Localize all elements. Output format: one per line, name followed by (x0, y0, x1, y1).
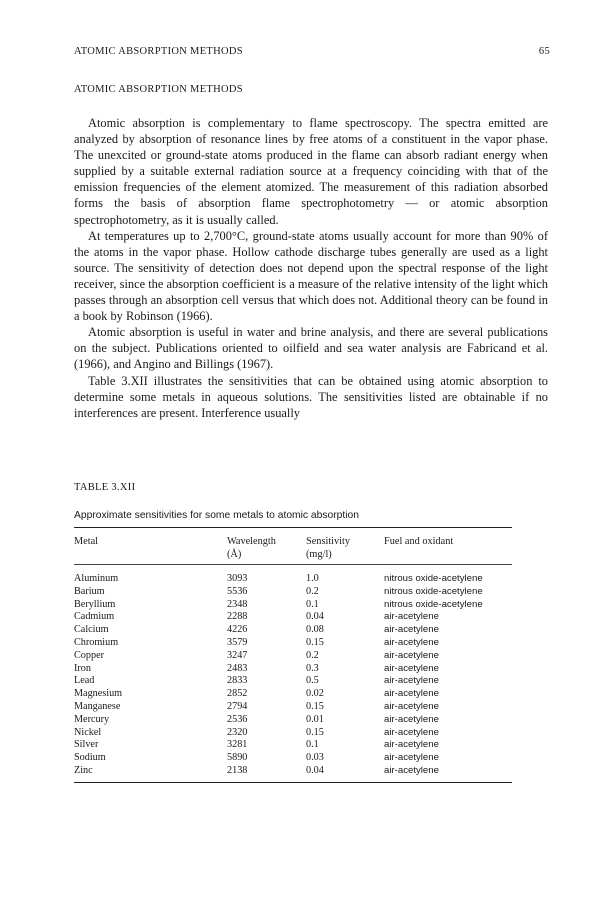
cell-metal: Barium (74, 585, 105, 597)
cell-wavelength: 2536 (227, 713, 248, 725)
cell-fuel: air-acetylene (384, 611, 439, 623)
table-row (74, 599, 512, 612)
cell-wavelength: 2138 (227, 764, 248, 776)
table-row (74, 739, 512, 752)
table-row (74, 573, 512, 586)
table-row (74, 752, 512, 765)
cell-fuel: air-acetylene (384, 700, 439, 712)
running-title: ATOMIC ABSORPTION METHODS (74, 46, 243, 57)
cell-fuel: air-acetylene (384, 624, 439, 636)
cell-metal: Cadmium (74, 611, 115, 623)
cell-metal: Lead (74, 675, 95, 687)
table-row (74, 637, 512, 650)
cell-wavelength: 2483 (227, 662, 248, 674)
table-row (74, 624, 512, 637)
table-row (74, 586, 512, 599)
table-body (74, 573, 512, 778)
cell-fuel: air-acetylene (384, 752, 439, 764)
table-row (74, 701, 512, 714)
cell-sensitivity: 0.04 (306, 764, 324, 776)
cell-metal: Zinc (74, 764, 93, 776)
cell-metal: Manganese (74, 700, 121, 712)
cell-fuel: air-acetylene (384, 713, 439, 725)
cell-fuel: air-acetylene (384, 726, 439, 738)
cell-fuel: air-acetylene (384, 649, 439, 661)
cell-sensitivity: 0.1 (306, 598, 319, 610)
cell-metal: Chromium (74, 636, 119, 648)
cell-sensitivity: 0.01 (306, 713, 324, 725)
table-label: TABLE 3.XII (74, 482, 136, 493)
cell-sensitivity: 0.3 (306, 662, 319, 674)
header-fuel: Fuel and oxidant (384, 536, 454, 547)
header-metal: Metal (74, 536, 99, 547)
header-sensitivity-unit: (mg/l) (306, 549, 332, 560)
table-row (74, 675, 512, 688)
cell-sensitivity: 0.15 (306, 726, 324, 738)
paragraph: Table 3.XII illustrates the sensitivities that can be obtained using atomic absorption to determine some metals in aqueous solutions. The sensitivities listed are obtainable if no interferences are present. Interference usually (74, 373, 548, 420)
header-wavelength (227, 535, 276, 561)
header-sensitivity (306, 535, 350, 561)
cell-metal: Calcium (74, 624, 109, 636)
table-header (74, 528, 512, 558)
header-sensitivity-label: Sensitivity (306, 536, 351, 547)
section-title: ATOMIC ABSORPTION METHODS (74, 84, 243, 95)
running-head (74, 46, 550, 57)
cell-fuel: air-acetylene (384, 739, 439, 751)
table-bottom-rule (74, 782, 512, 783)
cell-metal: Aluminum (74, 573, 119, 584)
table-row (74, 714, 512, 727)
paragraph: Atomic absorption is useful in water and brine analysis, and there are several publications on the subject. Publications oriented to oilfield and sea water analysis are Fabricand et al. (1966), and Angino and Billings (1967). (74, 325, 548, 372)
paragraph: Atomic absorption is complementary to flame spectroscopy. The spectra emitted are analyzed by absorption of resonance lines by free atoms of a constituent in the vapor phase. The unexcited or ground-state atoms produced in the flame can absorb radiant energy when supplied by a suitable external radiation source at a frequency coinciding with that of the emission frequencies of the element atomized. The measurement of this radiation absorbed forms the basis of absorption flame spectrophotometry — or atomic absorption spectrophotometry, as it is usually called. (74, 116, 548, 227)
body-text (74, 115, 548, 421)
page-number: 65 (538, 46, 550, 57)
table-caption: Approximate sensitivities for some metals to atomic absorption (74, 510, 359, 521)
cell-fuel: nitrous oxide-acetylene (384, 573, 483, 584)
cell-sensitivity: 0.03 (306, 752, 324, 764)
table-row (74, 663, 512, 676)
cell-metal: Iron (74, 662, 91, 674)
cell-sensitivity: 0.02 (306, 688, 324, 700)
cell-sensitivity: 0.1 (306, 739, 319, 751)
cell-metal: Magnesium (74, 688, 123, 700)
cell-wavelength: 2833 (227, 675, 248, 687)
cell-fuel: air-acetylene (384, 764, 439, 776)
table-row (74, 611, 512, 624)
cell-sensitivity: 0.04 (306, 611, 324, 623)
cell-wavelength: 5536 (227, 585, 248, 597)
cell-metal: Mercury (74, 713, 110, 725)
cell-wavelength: 2794 (227, 700, 248, 712)
cell-metal: Beryllium (74, 598, 116, 610)
cell-metal: Sodium (74, 752, 106, 764)
cell-wavelength: 4226 (227, 624, 248, 636)
cell-sensitivity: 0.08 (306, 624, 324, 636)
cell-wavelength: 3247 (227, 649, 248, 661)
cell-metal: Nickel (74, 726, 102, 738)
cell-wavelength: 2852 (227, 688, 248, 700)
cell-sensitivity: 0.2 (306, 585, 319, 597)
cell-wavelength: 3281 (227, 739, 248, 751)
cell-fuel: air-acetylene (384, 662, 439, 674)
cell-wavelength: 3093 (227, 573, 248, 584)
cell-fuel: air-acetylene (384, 675, 439, 687)
cell-sensitivity: 0.2 (306, 649, 319, 661)
cell-sensitivity: 0.15 (306, 700, 324, 712)
cell-fuel: air-acetylene (384, 688, 439, 700)
cell-sensitivity: 0.5 (306, 675, 319, 687)
cell-wavelength: 3579 (227, 636, 248, 648)
cell-fuel: air-acetylene (384, 636, 439, 648)
table-row (74, 765, 512, 778)
cell-fuel: nitrous oxide-acetylene (384, 585, 483, 597)
cell-wavelength: 2320 (227, 726, 248, 738)
cell-sensitivity: 0.15 (306, 636, 324, 648)
cell-wavelength: 2348 (227, 598, 248, 610)
header-wavelength-unit: (Å) (227, 549, 242, 560)
data-table (74, 527, 512, 783)
table-row (74, 727, 512, 740)
cell-metal: Copper (74, 649, 104, 661)
table-row (74, 650, 512, 663)
cell-sensitivity: 1.0 (306, 573, 319, 584)
cell-fuel: nitrous oxide-acetylene (384, 598, 483, 610)
table-header-rule (74, 564, 512, 565)
cell-wavelength: 5890 (227, 752, 248, 764)
cell-wavelength: 2288 (227, 611, 248, 623)
table-row (74, 688, 512, 701)
header-wavelength-label: Wavelength (227, 536, 276, 547)
cell-metal: Silver (74, 739, 99, 751)
paragraph: At temperatures up to 2,700°C, ground-state atoms usually account for more than 90% of the atoms in the vapor phase. Hollow cathode discharge tubes generally are used as a light source. The sensitivity of detection does not depend upon the spectral response of the light receiver, since the absorption coefficient is a measure of the relative intensity of the light which passes through an absorption cell versus that which does not. Additional theory can be found in a book by Robinson (1966). (74, 228, 548, 324)
